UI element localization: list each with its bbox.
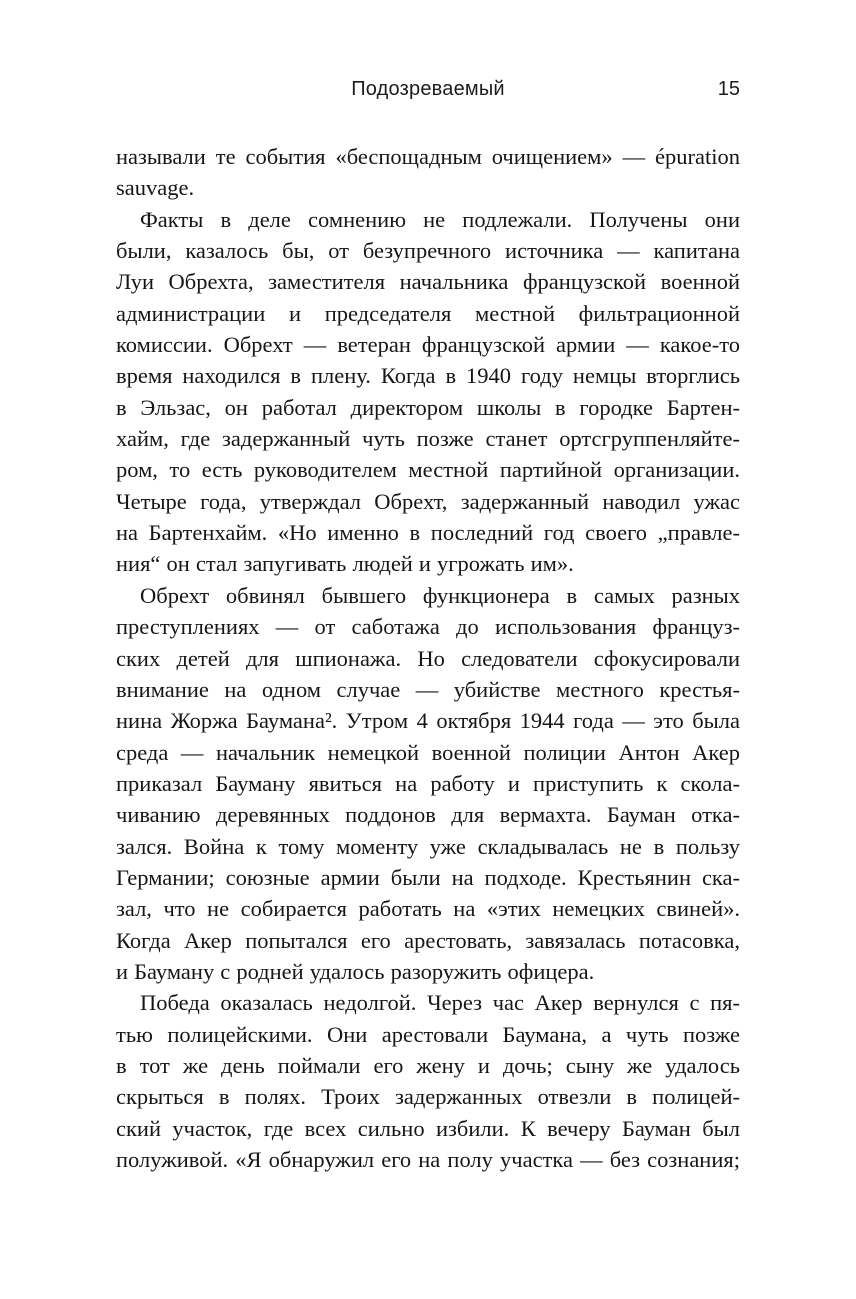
page-header: [116, 76, 740, 102]
paragraph: [116, 580, 740, 987]
body-text: [116, 141, 740, 1175]
text-line: sauvage.: [116, 175, 195, 201]
text-line: полуживой. «Я обнаружил его на полу участка — без сознания;: [116, 1147, 740, 1172]
text-line: Обрехт обвинял бывшего функционера в самых разных: [140, 582, 740, 608]
text-line: нина Жоржа Баумана². Утром 4 октября 1944 года — это была: [116, 708, 740, 734]
text-line: в тот же день поймали его жену и дочь; сыну же удалось: [116, 1052, 740, 1078]
text-line: зался. Война к тому моменту уже складывалась не в пользу: [116, 833, 740, 859]
text-line: хайм, где задержанный чуть позже станет ортсгруппенляйте-: [116, 426, 740, 452]
text-line: Луи Обрехта, заместителя начальника французской военной: [116, 269, 740, 295]
text-line: ром, то есть руководителем местной партийной организации.: [116, 457, 740, 483]
text-line: Когда Акер попытался его арестовать, завязалась потасовка,: [116, 927, 740, 953]
text-line: время находился в плену. Когда в 1940 году немцы вторглись: [116, 363, 740, 389]
text-line: администрации и председателя местной фильтрационной: [116, 300, 740, 326]
paragraph: [116, 141, 740, 204]
text-line: Факты в деле сомнению не подлежали. Получены они: [140, 206, 740, 232]
page-number: 15: [717, 78, 740, 100]
text-line: приказал Бауману явиться на работу и приступить к скола-: [116, 770, 740, 796]
text-line: преступлениях — от саботажа до использования француз-: [116, 614, 740, 640]
running-title: Подозреваемый: [351, 78, 505, 100]
text-line: в Эльзас, он работал директором школы в городке Бартен-: [116, 394, 740, 420]
paragraph: [116, 987, 740, 1175]
text-line: Германии; союзные армии были на подходе. Крестьянин ска-: [116, 864, 740, 890]
text-line: ния“ он стал запугивать людей и угрожать им».: [116, 551, 574, 577]
text-line: называли те события «беспощадным очищением» — épuration: [116, 144, 740, 169]
text-line: ских детей для шпионажа. Но следователи сфокусировали: [116, 645, 740, 671]
text-line: и Бауману с родней удалось разоружить офицера.: [116, 958, 595, 984]
text-line: тью полицейскими. Они арестовали Баумана, а чуть позже: [116, 1021, 740, 1047]
text-line: скрыться в полях. Троих задержанных отвезли в полицей-: [116, 1084, 740, 1110]
text-line: Победа оказалась недолгой. Через час Акер вернулся с пя-: [140, 990, 740, 1016]
text-line: чиванию деревянных поддонов для вермахта. Бауман отка-: [116, 802, 740, 828]
paragraph: [116, 204, 740, 580]
text-line: внимание на одном случае — убийстве местного крестья-: [116, 676, 740, 702]
text-line: комиссии. Обрехт — ветеран французской армии — какое-то: [116, 332, 740, 358]
text-line: ский участок, где всех сильно избили. К вечеру Бауман был: [116, 1115, 740, 1141]
text-line: на Бартенхайм. «Но именно в последний год своего „правле-: [116, 520, 740, 546]
text-line: были, казалось бы, от безупречного источника — капитана: [116, 238, 740, 264]
text-line: зал, что не собирается работать на «этих немецких свиней».: [116, 896, 740, 922]
text-line: среда — начальник немецкой военной полиции Антон Акер: [116, 739, 740, 765]
text-line: Четыре года, утверждал Обрехт, задержанный наводил ужас: [116, 488, 740, 514]
